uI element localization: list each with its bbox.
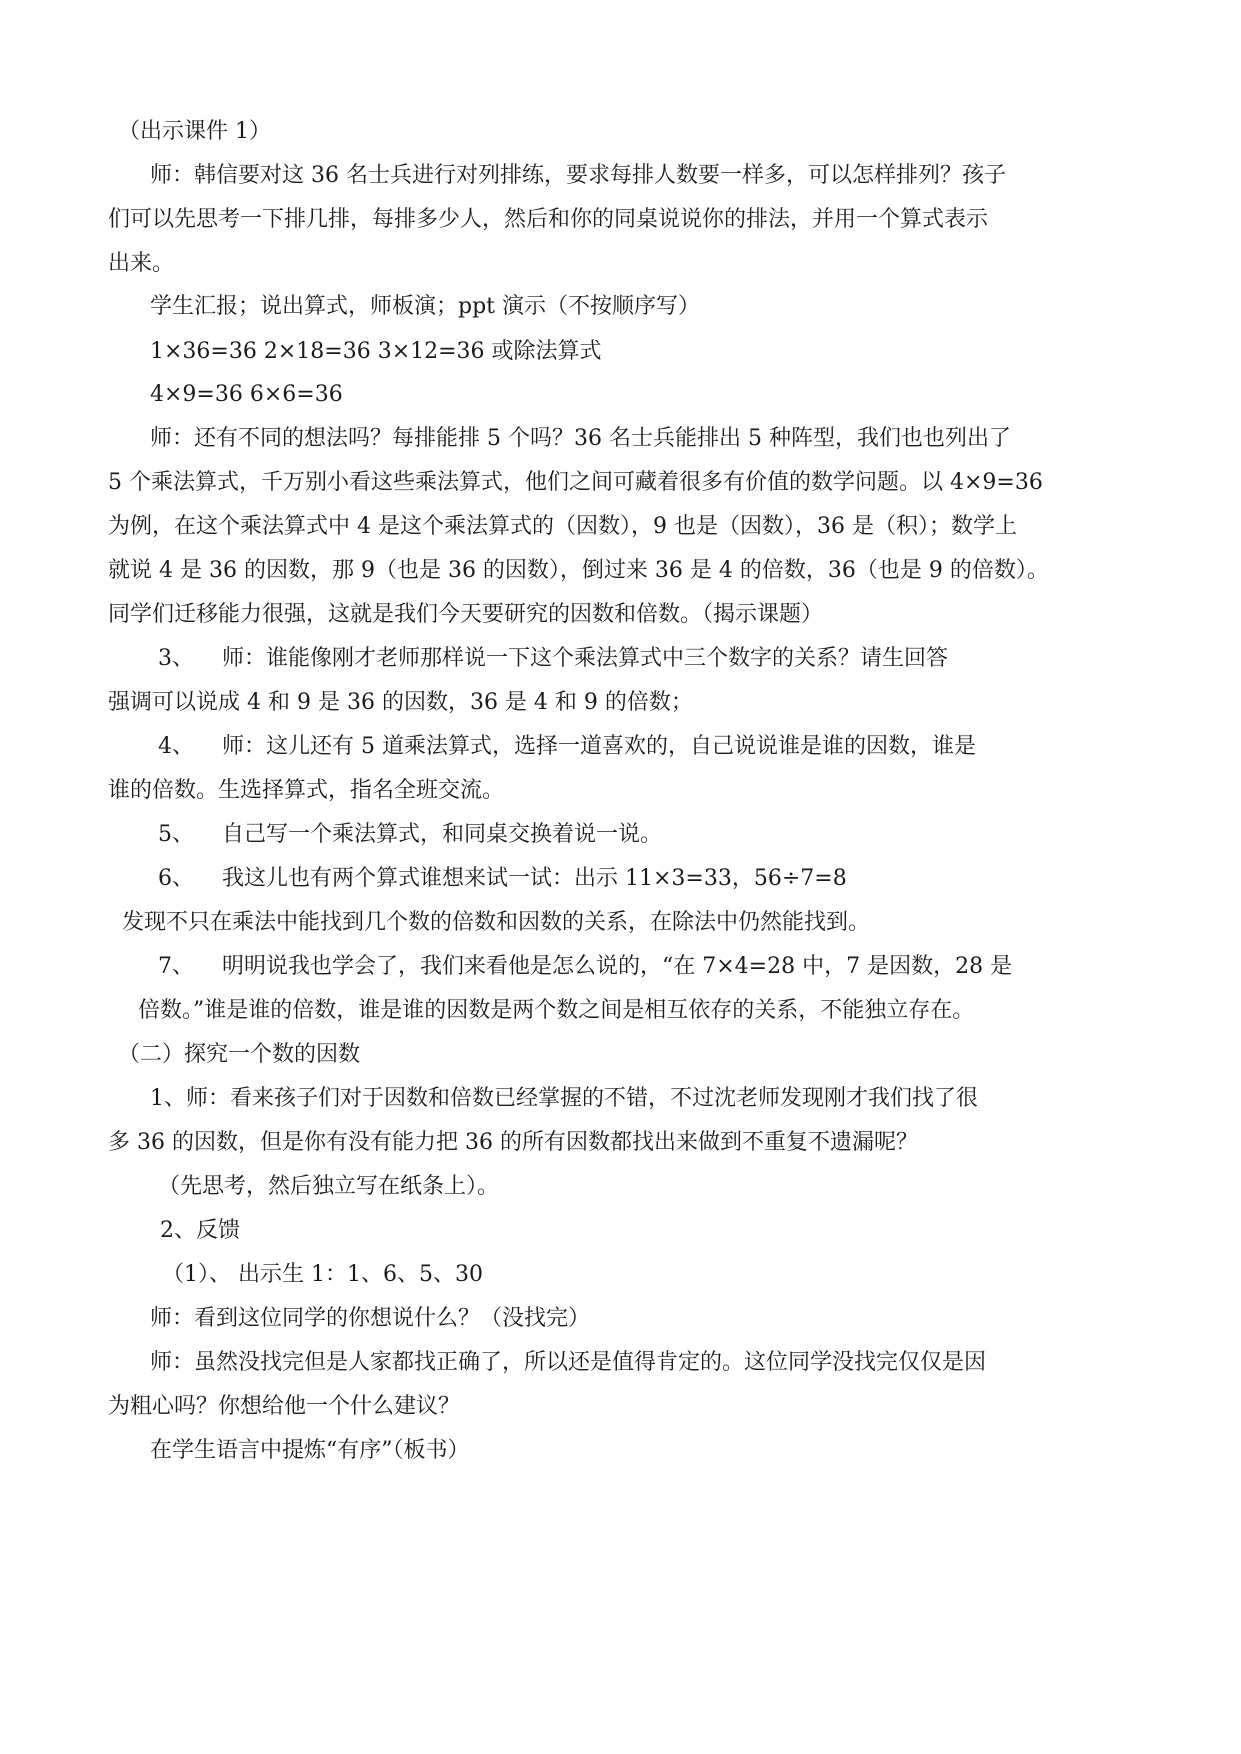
text-line: 师：看到这位同学的你想说什么？（没找完）	[150, 1306, 591, 1331]
text-line: 师：韩信要对这 36 名士兵进行对列排练，要求每排人数要一样多，可以怎样排列？孩子	[150, 163, 1006, 188]
list-item-number: 3、	[158, 646, 194, 671]
text-line: 学生汇报；说出算式，师板演；ppt 演示（不按顺序写）	[150, 294, 701, 319]
list-item-number: 4、	[158, 734, 194, 759]
text-line: （出示课件 1）	[118, 119, 271, 144]
list-item: 师：谁能像刚才老师那样说一下这个乘法算式中三个数字的关系？请生回答	[222, 646, 949, 671]
text-line: 就说 4 是 36 的因数，那 9（也是 36 的因数），倒过来 36 是 4 的倍数，36（也是 9 的倍数）。	[108, 558, 1049, 583]
text-line: 为例，在这个乘法算式中 4 是这个乘法算式的（因数），9 也是（因数），36 是（积）；数学上	[108, 514, 1017, 539]
text-line: 1×36=36 2×18=36 3×12=36 或除法算式	[150, 339, 602, 364]
text-line: 师：还有不同的想法吗？每排能排 5 个吗？36 名士兵能排出 5 种阵型，我们也也列出了	[150, 426, 1011, 451]
text-line: 出来。	[108, 251, 175, 276]
list-item-number: 7、	[158, 954, 194, 979]
list-item: 明明说我也学会了，我们来看他是怎么说的，“在 7×4=28 中，7 是因数，28 是	[222, 954, 1013, 979]
text-line: 为粗心吗？你想给他一个什么建议？	[108, 1394, 461, 1419]
list-item-number: 5、	[158, 822, 194, 847]
text-line: 4×9=36 6×6=36	[150, 382, 343, 407]
list-item-number: 6、	[158, 866, 194, 891]
list-item: 师：这儿还有 5 道乘法算式，选择一道喜欢的，自己说说谁是谁的因数，谁是	[222, 734, 976, 759]
list-item: 我这儿也有两个算式谁想来试一试：出示 11×3=33，56÷7=8	[222, 866, 847, 891]
text-line: 谁的倍数。生选择算式，指名全班交流。	[108, 778, 505, 803]
list-item: 自己写一个乘法算式，和同桌交换着说一说。	[222, 822, 663, 847]
section-heading: （二）探究一个数的因数	[118, 1042, 361, 1067]
text-line: 强调可以说成 4 和 9 是 36 的因数，36 是 4 和 9 的倍数；	[108, 690, 693, 715]
text-line: 倍数。”谁是谁的倍数，谁是谁的因数是两个数之间是相互依存的关系，不能独立存在。	[138, 998, 975, 1023]
text-line: 5 个乘法算式，千万别小看这些乘法算式，他们之间可藏着很多有价值的数学问题。以 4×9=36	[108, 470, 1043, 495]
text-line: （1）、 出示生 1：1、6、5、30	[162, 1262, 483, 1287]
text-line: 们可以先思考一下排几排，每排多少人，然后和你的同桌说说你的排法，并用一个算式表示	[108, 207, 989, 232]
text-line: 同学们迁移能力很强，这就是我们今天要研究的因数和倍数。（揭示课题）	[108, 602, 824, 627]
text-line: 多 36 的因数，但是你有没有能力把 36 的所有因数都找出来做到不重复不遗漏呢？	[108, 1130, 918, 1155]
text-line: 发现不只在乘法中能找到几个数的倍数和因数的关系，在除法中仍然能找到。	[122, 910, 871, 935]
text-line: 1、师：看来孩子们对于因数和倍数已经掌握的不错，不过沈老师发现刚才我们找了很	[150, 1086, 978, 1111]
text-line: 2、反馈	[160, 1218, 240, 1243]
text-line: 师：虽然没找完但是人家都找正确了，所以还是值得肯定的。这位同学没找完仅仅是因	[150, 1350, 987, 1375]
text-line: 在学生语言中提炼“有序”（板书）	[150, 1438, 470, 1463]
text-line: （先思考，然后独立写在纸条上）。	[158, 1174, 500, 1199]
